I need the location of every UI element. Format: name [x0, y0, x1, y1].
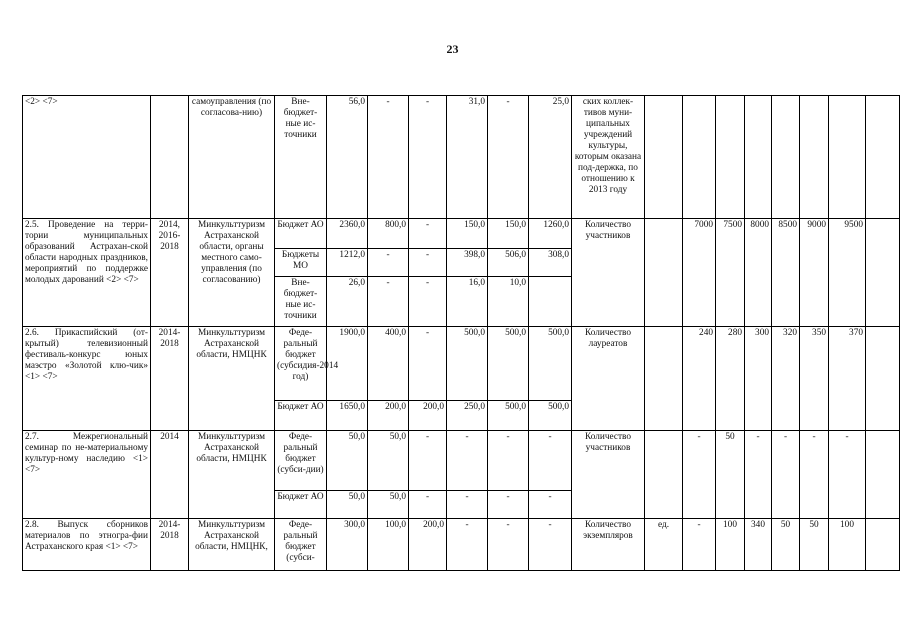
activity-name: 2.7. Межрегиональный семинар по не-материальному культур-ному наследию <1> <7>: [23, 431, 151, 519]
funding-value: -: [488, 519, 529, 571]
unit-cell: [645, 327, 683, 431]
funding-value: 500,0: [529, 327, 572, 401]
indicator-name: Количество лауреатов: [572, 327, 645, 431]
period-cell: 2014: [151, 431, 189, 519]
funding-value: -: [529, 491, 572, 519]
funding-value: -: [409, 491, 447, 519]
funding-value: -: [529, 431, 572, 491]
funding-value: -: [447, 519, 488, 571]
funding-value: -: [409, 249, 447, 277]
target-value: [866, 219, 900, 327]
funding-value: 500,0: [447, 327, 488, 401]
executor-cell: Минкульттуризм Астраханской области, НМЦНК: [189, 327, 275, 431]
funding-value: 31,0: [447, 96, 488, 219]
activity-name: 2.8. Выпуск сборников материалов по этногра-фии Астраханского края <1> <7>: [23, 519, 151, 571]
funding-value: 50,0: [368, 431, 409, 491]
funding-value: 150,0: [447, 219, 488, 249]
funding-value: 1650,0: [327, 401, 368, 431]
funding-value: [529, 277, 572, 327]
program-table: [22, 95, 900, 571]
funding-value: 16,0: [447, 277, 488, 327]
funding-value: 1260,0: [529, 219, 572, 249]
funding-value: 250,0: [447, 401, 488, 431]
funding-value: -: [409, 327, 447, 401]
target-value: 350: [800, 327, 829, 431]
funding-value: 100,0: [368, 519, 409, 571]
period-cell: 2014-2018: [151, 519, 189, 571]
target-value: 50: [772, 519, 800, 571]
funding-value: 50,0: [327, 431, 368, 491]
target-value: [772, 96, 800, 219]
funding-value: 506,0: [488, 249, 529, 277]
indicator-name: Количество участников: [572, 219, 645, 327]
target-value: 240: [683, 327, 716, 431]
target-value: 280: [716, 327, 745, 431]
activity-name: <2> <7>: [23, 96, 151, 219]
funding-value: -: [409, 96, 447, 219]
table-row: [23, 327, 900, 401]
funding-value: -: [529, 519, 572, 571]
funding-value: 2360,0: [327, 219, 368, 249]
target-value: [745, 96, 772, 219]
funding-source: Феде-ральный бюджет (субси-: [275, 519, 327, 571]
funding-source: Вне-бюджет-ные ис-точники: [275, 96, 327, 219]
target-value: -: [683, 431, 716, 519]
funding-source: Бюджет АО: [275, 219, 327, 249]
table-row: [23, 519, 900, 571]
funding-value: 10,0: [488, 277, 529, 327]
unit-cell: ед.: [645, 519, 683, 571]
target-value: [866, 519, 900, 571]
target-value: 370: [829, 327, 866, 431]
page-number: 23: [446, 42, 459, 56]
funding-value: 300,0: [327, 519, 368, 571]
funding-value: -: [447, 431, 488, 491]
funding-source: Вне-бюджет-ные ис-точники: [275, 277, 327, 327]
funding-value: 800,0: [368, 219, 409, 249]
unit-cell: [645, 219, 683, 327]
funding-value: 200,0: [409, 401, 447, 431]
funding-value: -: [488, 431, 529, 491]
executor-cell: Минкульттуризм Астраханской области, органы местного само-управления (по согласованию): [189, 219, 275, 327]
funding-value: 398,0: [447, 249, 488, 277]
executor-cell: Минкульттуризм Астраханской области, НМЦНК: [189, 431, 275, 519]
funding-value: 500,0: [488, 401, 529, 431]
target-value: -: [800, 431, 829, 519]
indicator-name: Количество участников: [572, 431, 645, 519]
target-value: [866, 327, 900, 431]
funding-value: 56,0: [327, 96, 368, 219]
funding-value: 400,0: [368, 327, 409, 401]
funding-source: Бюджеты МО: [275, 249, 327, 277]
funding-value: 500,0: [488, 327, 529, 401]
funding-value: 308,0: [529, 249, 572, 277]
unit-cell: [645, 96, 683, 219]
funding-value: -: [368, 277, 409, 327]
target-value: 7000: [683, 219, 716, 327]
target-value: [866, 96, 900, 219]
period-cell: 2014, 2016-2018: [151, 219, 189, 327]
executor-cell: самоуправления (по согласова-нию): [189, 96, 275, 219]
funding-value: 500,0: [529, 401, 572, 431]
funding-source: Феде-ральный бюджет (субсидия-2014 год): [275, 327, 327, 401]
table-row: [23, 219, 900, 249]
activity-name: 2.5. Проведение на терри-тории муниципальных образований Астрахан-ской области народных праздников, мероприятий по поддержке молодых дарований <2> <7>: [23, 219, 151, 327]
target-value: -: [829, 431, 866, 519]
funding-value: -: [409, 219, 447, 249]
funding-value: -: [409, 431, 447, 491]
funding-value: -: [368, 96, 409, 219]
activity-name: 2.6. Прикаспийский (от-крытый) телевизионный фестиваль-конкурс юных маэстро «Золотой клю-чик» <1> <7>: [23, 327, 151, 431]
target-value: [800, 96, 829, 219]
target-value: 100: [829, 519, 866, 571]
target-value: 100: [716, 519, 745, 571]
funding-value: -: [488, 491, 529, 519]
funding-value: -: [488, 96, 529, 219]
funding-source: Феде-ральный бюджет (субси-дии): [275, 431, 327, 491]
funding-value: 200,0: [368, 401, 409, 431]
indicator-name: Количество экземпляров: [572, 519, 645, 571]
target-value: 9000: [800, 219, 829, 327]
target-value: [866, 431, 900, 519]
table-row: [23, 96, 900, 219]
indicator-name: ских коллек-тивов муни-ципальных учреждений культуры, которым оказана под-держка, по отношению к 2013 году: [572, 96, 645, 219]
target-value: 8000: [745, 219, 772, 327]
target-value: -: [745, 431, 772, 519]
funding-value: 1212,0: [327, 249, 368, 277]
funding-value: 50,0: [368, 491, 409, 519]
funding-value: -: [409, 277, 447, 327]
target-value: [829, 96, 866, 219]
target-value: -: [772, 431, 800, 519]
period-cell: 2014-2018: [151, 327, 189, 431]
funding-value: 50,0: [327, 491, 368, 519]
funding-value: -: [447, 491, 488, 519]
period-cell: [151, 96, 189, 219]
table-row: [23, 431, 900, 491]
executor-cell: Минкульттуризм Астраханской области, НМЦНК,: [189, 519, 275, 571]
funding-value: 150,0: [488, 219, 529, 249]
target-value: 340: [745, 519, 772, 571]
target-value: 7500: [716, 219, 745, 327]
funding-value: 26,0: [327, 277, 368, 327]
target-value: 320: [772, 327, 800, 431]
target-value: [683, 96, 716, 219]
funding-value: 1900,0: [327, 327, 368, 401]
target-value: 300: [745, 327, 772, 431]
target-value: [716, 96, 745, 219]
target-value: 8500: [772, 219, 800, 327]
unit-cell: [645, 431, 683, 519]
funding-value: -: [368, 249, 409, 277]
funding-value: 25,0: [529, 96, 572, 219]
target-value: -: [683, 519, 716, 571]
target-value: 50: [716, 431, 745, 519]
funding-value: 200,0: [409, 519, 447, 571]
target-value: 50: [800, 519, 829, 571]
funding-source: Бюджет АО: [275, 491, 327, 519]
target-value: 9500: [829, 219, 866, 327]
funding-source: Бюджет АО: [275, 401, 327, 431]
